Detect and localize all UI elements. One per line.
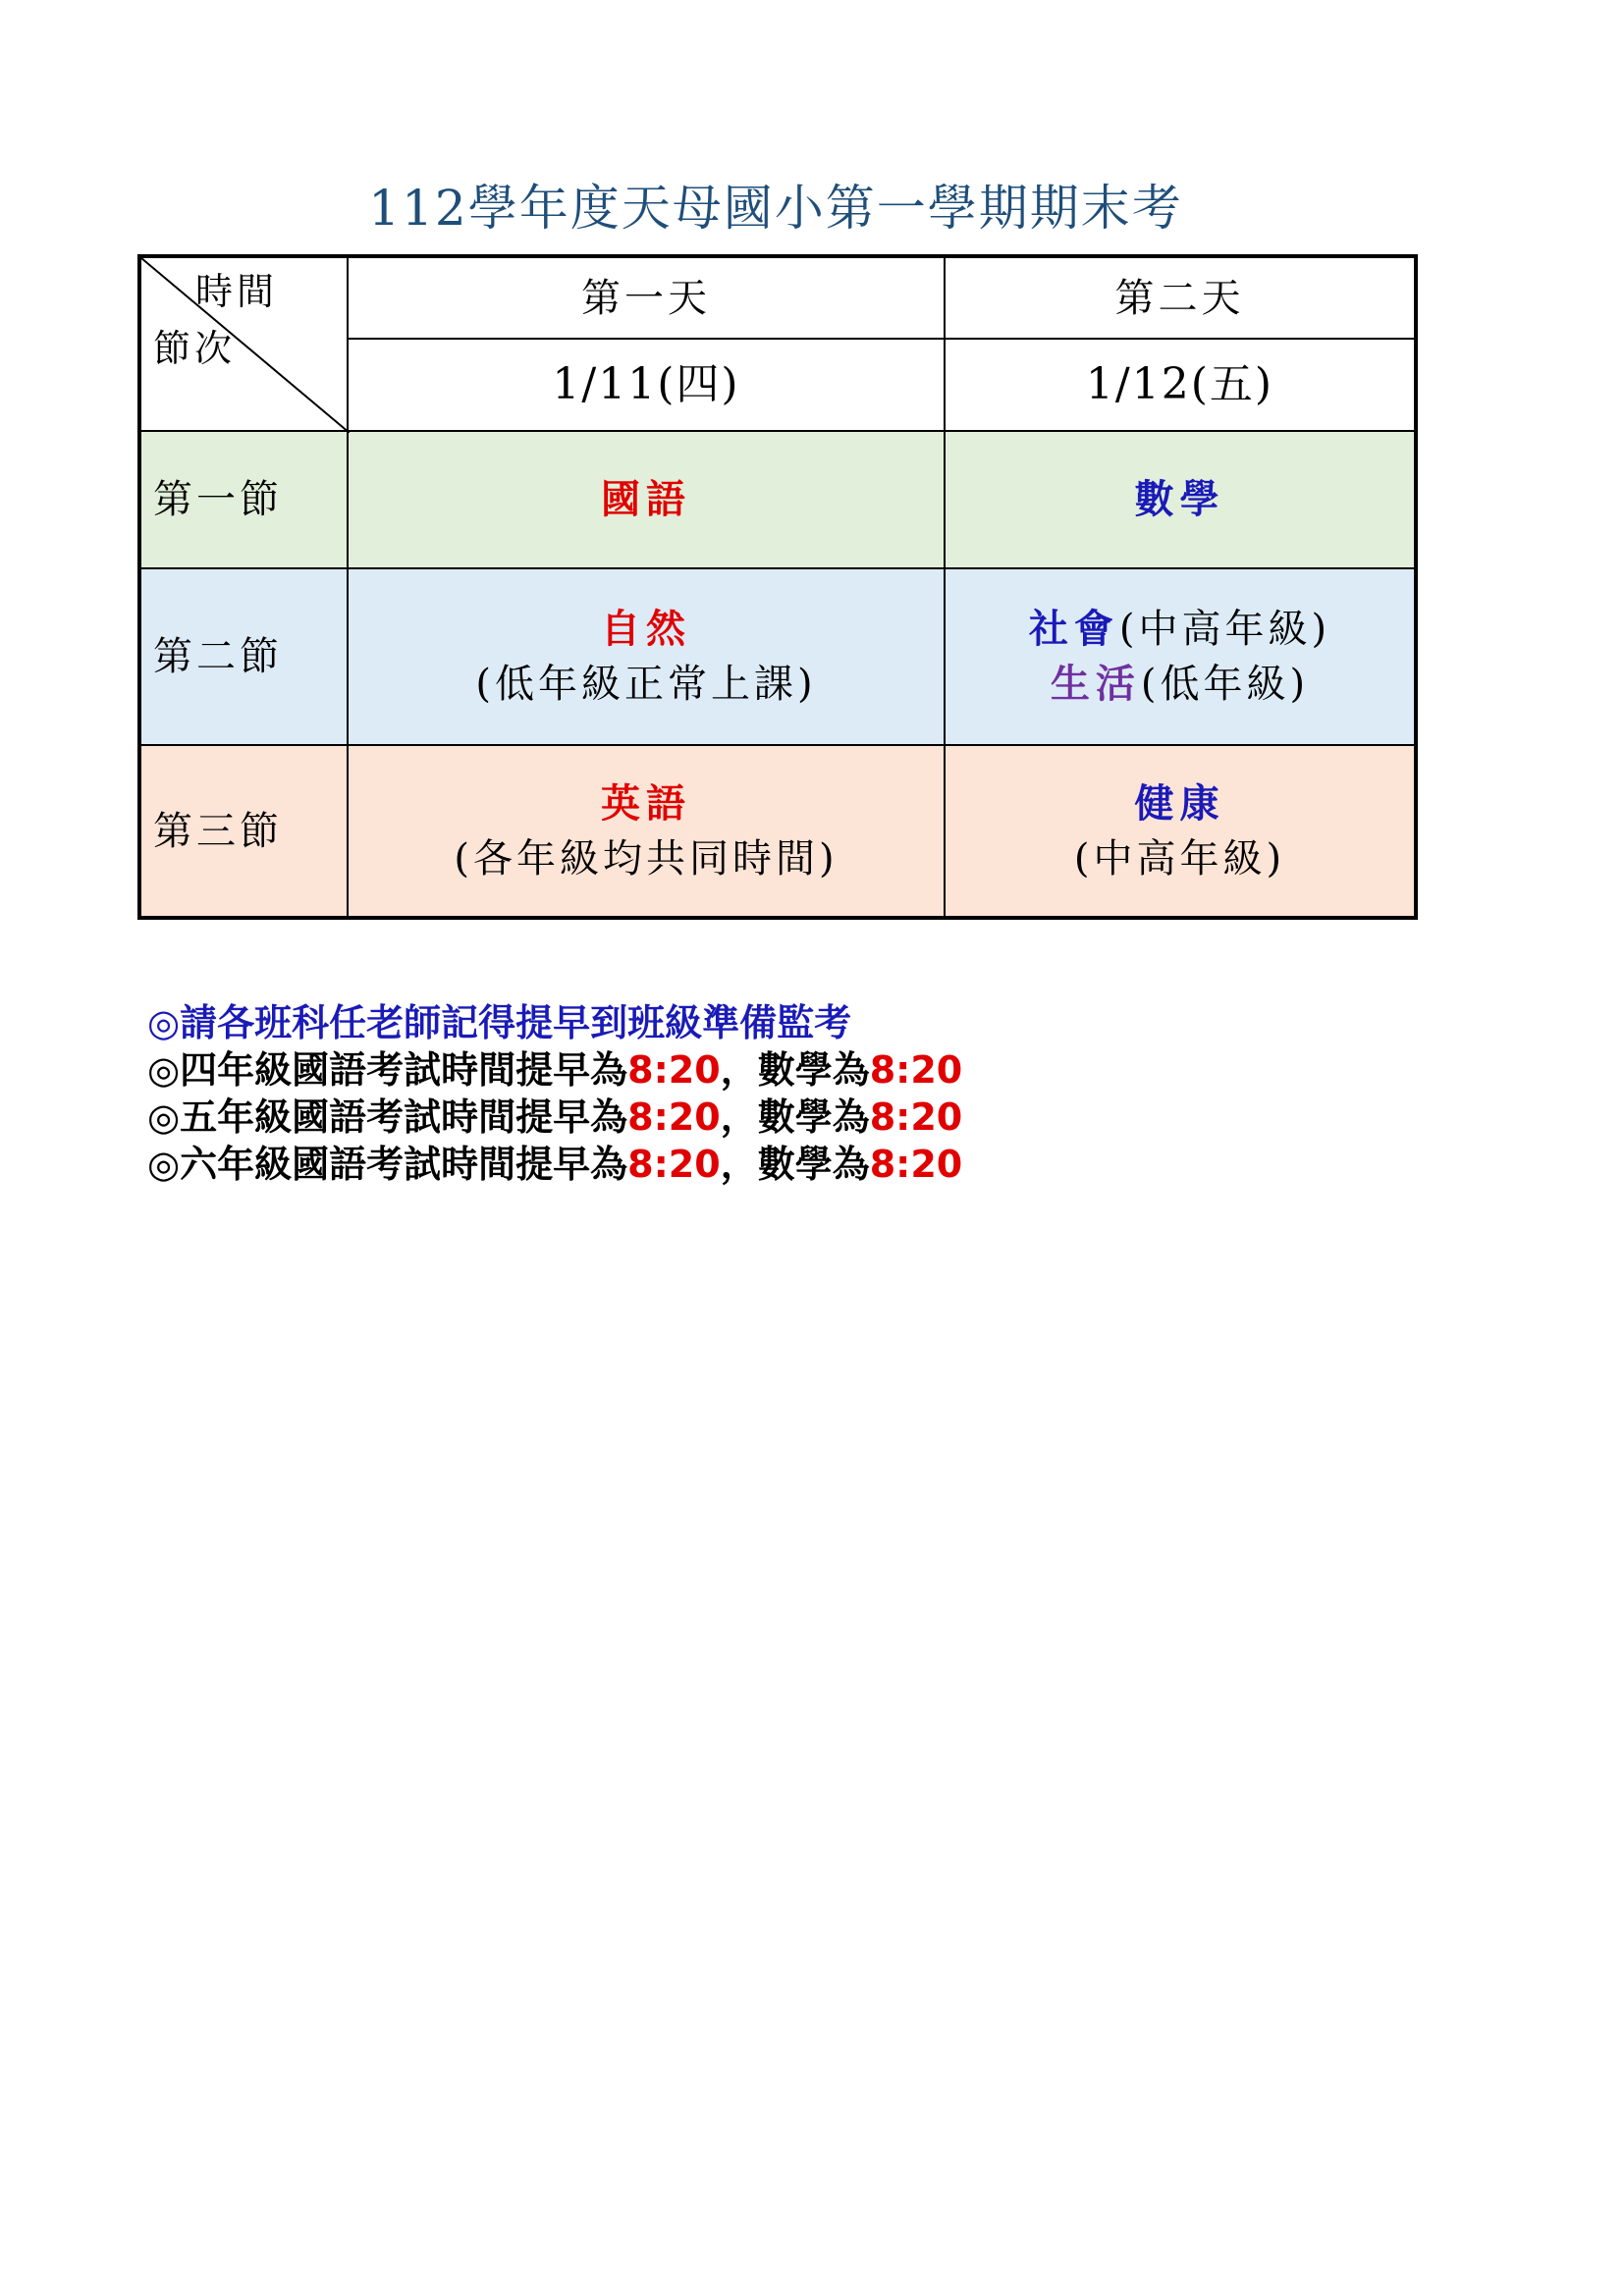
subject-life-note: (低年級) xyxy=(1140,662,1310,707)
subject-math: 數學 xyxy=(1134,477,1225,522)
day2-label-cell: 第二天 xyxy=(945,256,1416,339)
grade-note-4-time1: 8:20 xyxy=(627,1048,721,1092)
grade-note-6-prefix: ◎六年級國語考試時間提早為 xyxy=(147,1143,628,1186)
grade-note-5-time2: 8:20 xyxy=(869,1095,963,1139)
grade-note-6 xyxy=(147,1141,962,1188)
period-row-2 xyxy=(139,568,1416,745)
day2-period3-cell xyxy=(945,745,1416,918)
corner-label-period: 節次 xyxy=(153,327,237,370)
subject-english-note: (各年級均共同時間) xyxy=(454,835,839,881)
grade-note-5-time1: 8:20 xyxy=(627,1095,721,1139)
period-label-1: 第一節 xyxy=(139,431,348,568)
subject-english: 英語 xyxy=(601,780,691,827)
page-title: 112學年度天母國小第一學期期末考 xyxy=(368,180,1183,237)
day2-period1-cell xyxy=(945,431,1416,568)
grade-note-6-time2: 8:20 xyxy=(869,1143,963,1186)
grade-note-4-prefix: ◎四年級國語考試時間提早為 xyxy=(147,1048,628,1092)
grade-note-5 xyxy=(147,1094,962,1141)
subject-science: 自然 xyxy=(601,607,691,652)
day2-period2-cell xyxy=(945,568,1416,745)
period-row-1 xyxy=(139,431,1416,568)
grade-note-4 xyxy=(147,1046,962,1094)
grade-note-5-mid: ，數學為 xyxy=(720,1095,870,1139)
day1-date-cell: 1/11(四) xyxy=(348,339,945,431)
grade-note-6-time1: 8:20 xyxy=(627,1143,721,1186)
day1-label-cell: 第一天 xyxy=(348,256,945,339)
subject-science-note: (低年級正常上課) xyxy=(475,662,817,707)
exam-schedule-table xyxy=(137,254,1418,920)
subject-life: 生活 xyxy=(1050,662,1141,707)
grade-note-6-mid: ，數學為 xyxy=(720,1143,870,1186)
subject-health: 健康 xyxy=(1134,780,1225,827)
grade-note-5-prefix: ◎五年級國語考試時間提早為 xyxy=(147,1095,628,1139)
day1-period1-cell xyxy=(348,431,945,568)
reminder-note: ◎請各班科任老師記得提早到班級準備監考 xyxy=(147,1001,852,1044)
day1-period3-cell xyxy=(348,745,945,918)
grade-note-4-time2: 8:20 xyxy=(869,1048,963,1092)
notes-section xyxy=(147,999,962,1188)
day2-date-cell: 1/12(五) xyxy=(945,339,1416,431)
grade-note-4-mid: ，數學為 xyxy=(720,1048,870,1092)
subject-chinese: 國語 xyxy=(601,477,691,522)
subject-social: 社會 xyxy=(1028,607,1119,652)
corner-label-time: 時間 xyxy=(194,270,278,313)
corner-header-cell xyxy=(139,256,348,431)
period-label-2: 第二節 xyxy=(139,568,348,745)
subject-social-note: (中高年級) xyxy=(1118,607,1331,652)
day1-period2-cell xyxy=(348,568,945,745)
subject-health-note: (中高年級) xyxy=(1073,835,1286,881)
period-label-3: 第三節 xyxy=(139,745,348,918)
period-row-3 xyxy=(139,745,1416,918)
header-row-days xyxy=(139,256,1416,339)
